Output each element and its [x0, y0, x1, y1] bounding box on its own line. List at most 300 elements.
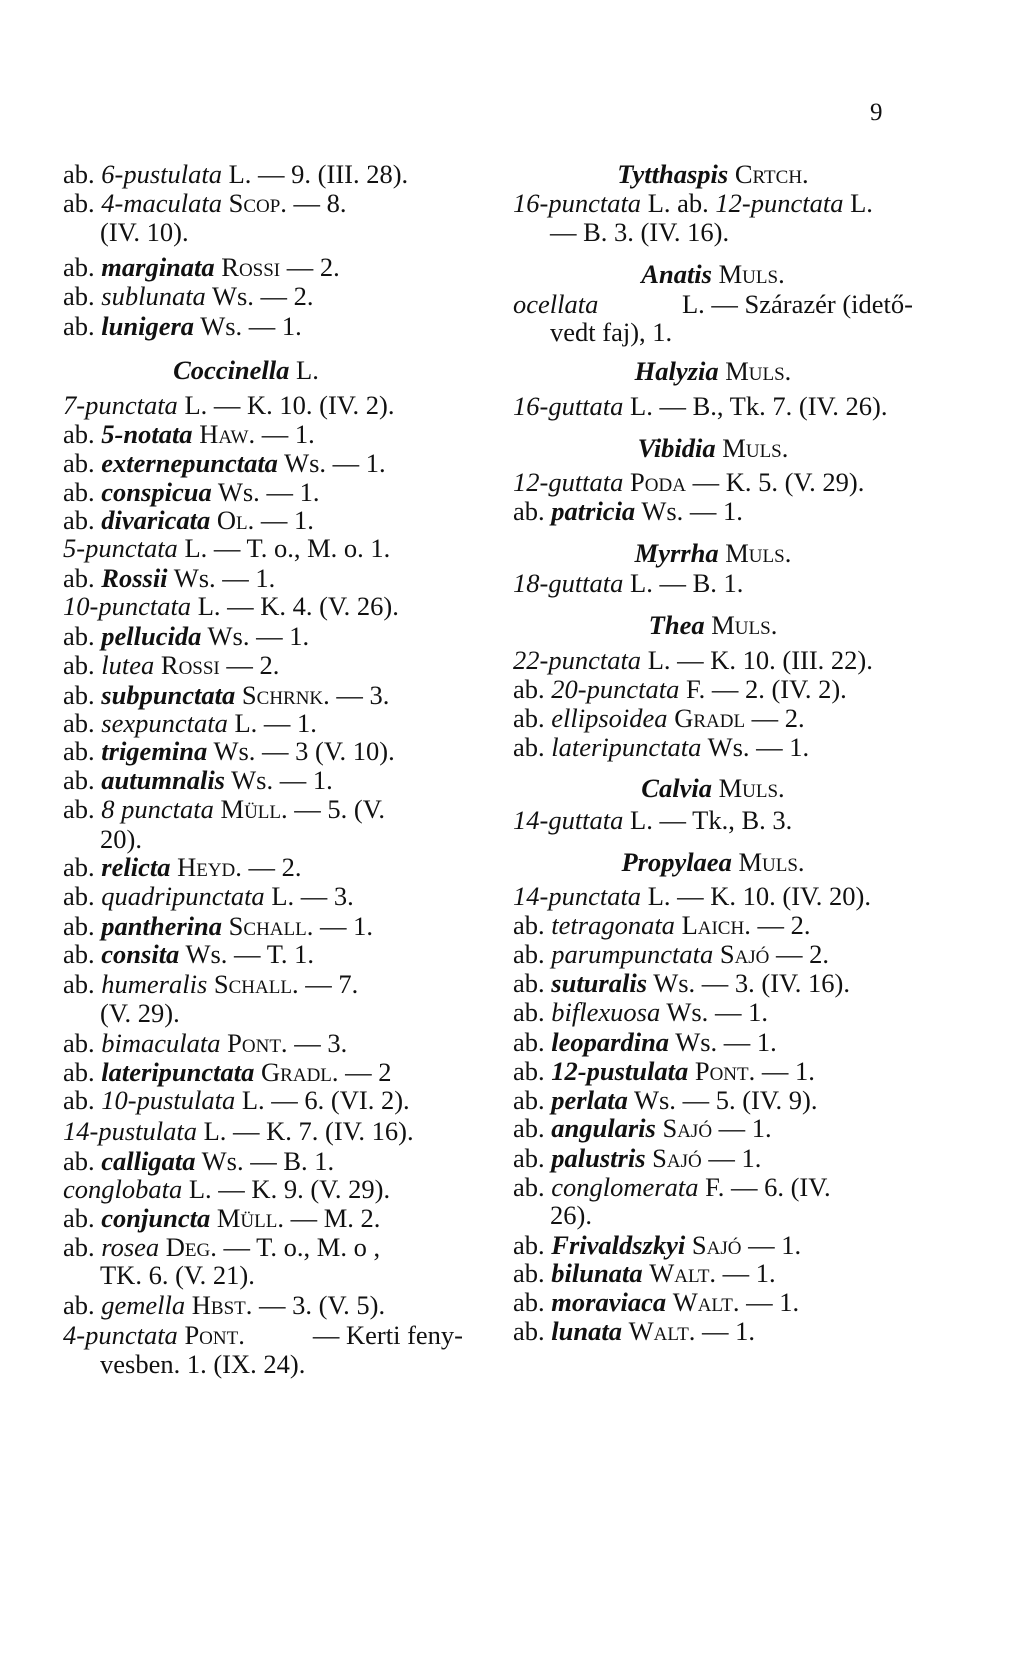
genus-heading: [513, 609, 913, 641]
entry-line: [63, 158, 408, 190]
entry-line: [63, 1084, 410, 1116]
taxon-name: lateripunctata: [101, 1057, 255, 1087]
entry-text: ab.: [513, 1143, 552, 1173]
taxon-name: Sajó: [719, 939, 770, 969]
taxon-name: leopardina: [551, 1027, 670, 1057]
entry-text: ab.: [513, 968, 552, 998]
genus-heading: [513, 772, 913, 804]
entry-text: — 1.: [242, 311, 302, 341]
entry-text: [666, 1287, 673, 1317]
entry-text: — 3. (IV. 16).: [695, 968, 850, 998]
entry-line: [63, 735, 395, 767]
entry-text: ab.: [513, 496, 552, 526]
entry-line: [63, 447, 386, 479]
entry-line: [550, 216, 729, 248]
entry-text: [159, 1232, 166, 1262]
taxon-name: pellucida: [101, 621, 202, 651]
entry-line: [63, 187, 347, 219]
entry-line: [513, 1142, 761, 1174]
entry-text: F. — 6. (IV.: [698, 1172, 831, 1202]
taxon-name: tetragonata: [551, 910, 675, 940]
entry-text: Ws.: [666, 997, 709, 1027]
entry-text: — T. 1.: [227, 939, 315, 969]
entry-text: — B. 1.: [243, 1146, 335, 1176]
entry-text: — 1.: [683, 496, 743, 526]
entry-text: ab.: [63, 419, 102, 449]
entry-line: [100, 997, 180, 1029]
taxon-name: 12-pustulata: [551, 1056, 689, 1086]
taxon-name: Müll.: [220, 794, 288, 824]
entry-text: [688, 1056, 695, 1086]
taxon-name: 14-guttata: [513, 805, 624, 835]
taxon-name: 20-punctata: [551, 674, 680, 704]
taxon-name: Haw.: [199, 419, 256, 449]
entry-line: [63, 251, 340, 283]
entry-text: ab.: [63, 794, 102, 824]
entry-line: [513, 1026, 777, 1058]
genus-heading: [513, 537, 913, 569]
entry-text: ab.: [63, 448, 102, 478]
entry-line: [513, 996, 768, 1028]
entry-text: ab.: [63, 939, 102, 969]
entry-text: 26).: [550, 1200, 592, 1230]
entry-line: [100, 216, 189, 248]
entry-line: [63, 1027, 347, 1059]
entry-text: Ws.: [185, 939, 228, 969]
entry-text: L. — 1.: [227, 708, 317, 738]
taxon-name: 5-notata: [101, 419, 193, 449]
entry-text: — 3 (V. 10).: [255, 736, 395, 766]
taxon-name: Pont.: [227, 1028, 288, 1058]
taxon-name: calligata: [101, 1146, 196, 1176]
entry-text: — 5. (V.: [287, 794, 386, 824]
taxon-name: marginata: [101, 252, 215, 282]
taxon-name: Coccinella: [173, 355, 290, 385]
genus-heading: [513, 432, 913, 464]
taxon-name: relicta: [101, 852, 171, 882]
entry-text: Ws.: [207, 621, 250, 651]
entry-text: ab.: [63, 1203, 102, 1233]
entry-text: ab.: [513, 1027, 552, 1057]
taxon-name: Sajó: [652, 1143, 702, 1173]
taxon-name: Schrnk.: [241, 680, 330, 710]
entry-text: L. — K. 10. (IV. 20).: [641, 881, 871, 911]
taxon-name: Frivaldszkyi: [551, 1230, 686, 1260]
entry-text: vesben. 1. (IX. 24).: [100, 1349, 306, 1379]
entry-line: [513, 702, 805, 734]
entry-line: [63, 1115, 414, 1147]
entry-text: [713, 939, 720, 969]
entry-text: Ws.: [653, 968, 696, 998]
taxon-name: conglobata: [63, 1174, 183, 1204]
taxon-name: Thea: [648, 610, 705, 640]
entry-text: (V. 29).: [100, 998, 180, 1028]
entry-text: [210, 1203, 217, 1233]
entry-text: [622, 1316, 629, 1346]
taxon-name: Propylaea: [621, 847, 732, 877]
entry-line: [513, 567, 743, 599]
entry-text: — 2.: [219, 650, 280, 680]
entry-line: [63, 310, 302, 342]
taxon-name: lutea: [101, 650, 155, 680]
entry-text: Ws.: [641, 496, 684, 526]
taxon-name: Anatis: [641, 259, 712, 289]
entry-text: ab.: [63, 281, 102, 311]
genus-heading: [513, 158, 913, 190]
taxon-name: ellipsoidea: [551, 703, 668, 733]
taxon-name: gemella: [101, 1290, 186, 1320]
taxon-name: Myrrha: [634, 538, 719, 568]
taxon-name: lunata: [551, 1316, 622, 1346]
entry-text: ab.: [63, 650, 102, 680]
taxon-name: 5-punctata: [63, 533, 178, 563]
entry-text: ab.: [513, 997, 552, 1027]
entry-text: — Kerti feny-: [312, 1320, 463, 1350]
entry-line: [100, 1259, 255, 1291]
taxon-name: Gradl: [674, 703, 746, 733]
entry-text: [675, 910, 682, 940]
taxon-name: 22-punctata: [513, 645, 642, 675]
entry-text: 20).: [100, 824, 142, 854]
taxon-name: Ol.: [216, 505, 255, 535]
taxon-name: 14-punctata: [513, 881, 642, 911]
entry-text: ab.: [513, 703, 552, 733]
taxon-name: quadripunctata: [101, 881, 265, 911]
taxon-name: externepunctata: [101, 448, 278, 478]
taxon-name: Gradl.: [261, 1057, 339, 1087]
entry-text: ab.: [63, 1146, 102, 1176]
taxon-name: 7-punctata: [63, 390, 178, 420]
taxon-name: lateripunctata: [551, 732, 702, 762]
entry-text: — 1.: [712, 1113, 772, 1143]
entry-text: Ws.: [284, 448, 327, 478]
entry-text: [685, 1230, 692, 1260]
entry-text: — 2.: [750, 910, 811, 940]
entry-line: [513, 909, 810, 941]
genus-heading: [513, 258, 913, 290]
taxon-name: Walt.: [649, 1258, 717, 1288]
entry-text: — 2.: [280, 252, 340, 282]
taxon-name: humeralis: [101, 969, 208, 999]
taxon-name: Calvia: [641, 773, 712, 803]
entry-text: — 1.: [755, 1056, 815, 1086]
entry-text: ab.: [513, 910, 552, 940]
entry-text: L. — K. 9. (V. 29).: [182, 1174, 391, 1204]
taxon-name: lunigera: [101, 311, 195, 341]
entry-text: ab.: [63, 765, 102, 795]
entry-text: [207, 969, 214, 999]
entry-text: ab.: [63, 708, 102, 738]
taxon-name: Muls.: [722, 433, 789, 463]
entry-text: — 1.: [255, 419, 315, 449]
entry-line: [63, 764, 333, 796]
genus-heading: [63, 354, 429, 386]
entry-text: L. ab.: [641, 188, 716, 218]
taxon-name: 4-maculata: [101, 188, 222, 218]
entry-text: — 1.: [313, 911, 373, 941]
taxon-name: Vibidia: [637, 433, 716, 463]
entry-line: [513, 1257, 776, 1289]
entry-text: — 7.: [298, 969, 359, 999]
taxon-name: Rossi: [221, 252, 281, 282]
taxon-name: Laich.: [681, 910, 751, 940]
taxon-name: Sajó: [662, 1113, 713, 1143]
entry-line: [513, 1055, 815, 1087]
entry-text: — 1.: [717, 1027, 777, 1057]
entry-text: — 1.: [259, 477, 320, 507]
taxon-name: pantherina: [101, 911, 223, 941]
entry-line: [63, 1202, 380, 1234]
entry-text: ab.: [513, 1230, 552, 1260]
entry-text: [154, 650, 161, 680]
taxon-name: Scop.: [228, 188, 287, 218]
entry-text: ab.: [513, 674, 552, 704]
entry-text: F. — 2. (IV. 2).: [679, 674, 847, 704]
page-number: 9: [870, 99, 883, 126]
taxon-name: divaricata: [101, 505, 211, 535]
entry-text: Ws.: [211, 281, 254, 311]
entry-text: L. — K. 4. (V. 26).: [191, 591, 399, 621]
entry-text: L. — K. 10. (III. 22).: [641, 645, 873, 675]
taxon-name: Walt.: [672, 1287, 740, 1317]
taxon-name: Halyzia: [634, 356, 719, 386]
entry-text: Ws.: [200, 311, 243, 341]
taxon-name: rosea: [101, 1232, 160, 1262]
taxon-name: Muls.: [711, 610, 778, 640]
entry-text: L. — B., Tk. 7. (IV. 26).: [623, 391, 888, 421]
entry-text: [728, 159, 735, 189]
entry-text: — 1.: [254, 505, 314, 535]
entry-text: ab.: [63, 563, 102, 593]
entry-line: [63, 389, 394, 421]
entry-text: vedt faj), 1.: [550, 317, 673, 347]
taxon-name: Pont.: [184, 1320, 245, 1350]
entry-line: [63, 1173, 390, 1205]
entry-text: ab.: [63, 911, 102, 941]
entry-text: [235, 680, 242, 710]
taxon-name: Tytthaspis: [617, 159, 729, 189]
taxon-name: trigemina: [101, 736, 208, 766]
entry-text: — 2.: [745, 703, 805, 733]
taxon-name: moraviaca: [551, 1287, 667, 1317]
taxon-name: Muls.: [718, 773, 785, 803]
entry-line: [63, 938, 314, 970]
entry-line: [63, 1289, 385, 1321]
entry-text: Ws.: [675, 1027, 718, 1057]
entry-text: — 8.: [286, 188, 347, 218]
entry-text: L. — Szárazér (idető-: [681, 289, 913, 319]
entry-text: ab.: [63, 477, 102, 507]
entry-text: — 2.: [769, 939, 830, 969]
entry-text: — M. 2.: [283, 1203, 381, 1233]
entry-line: [63, 968, 358, 1000]
entry-text: L. — B. 1.: [623, 568, 744, 598]
entry-text: ab.: [63, 1290, 102, 1320]
entry-line: [63, 649, 279, 681]
taxon-name: subpunctata: [101, 680, 236, 710]
entry-text: ab.: [513, 1287, 552, 1317]
taxon-name: biflexuosa: [551, 997, 661, 1027]
entry-text: — 1.: [716, 1258, 776, 1288]
entry-line: [100, 1348, 305, 1380]
entry-text: L. — K. 7. (IV. 16).: [196, 1116, 414, 1146]
entry-text: — 1.: [749, 732, 810, 762]
entry-text: Ws.: [173, 563, 216, 593]
taxon-name: patricia: [551, 496, 636, 526]
entry-text: ab.: [63, 1232, 102, 1262]
entry-text: — 1.: [215, 563, 276, 593]
entry-text: ab.: [63, 680, 102, 710]
taxon-name: ocellata: [513, 289, 599, 319]
entry-text: — 3.: [287, 1028, 348, 1058]
entry-line: [513, 1286, 799, 1318]
entry-line: [513, 673, 847, 705]
entry-text: L. — K. 10. (IV. 2).: [177, 390, 395, 420]
entry-text: — 1.: [701, 1143, 762, 1173]
taxon-name: 16-punctata: [513, 188, 642, 218]
entry-text: [313, 1319, 463, 1351]
entry-text: ab.: [63, 881, 102, 911]
taxon-name: bilunata: [551, 1258, 643, 1288]
entry-text: L. — 6. (VI. 2).: [235, 1085, 410, 1115]
entry-text: — 1.: [273, 765, 333, 795]
entry-line: [63, 793, 385, 825]
taxon-name: Schall.: [228, 911, 314, 941]
entry-text: L. — 3.: [264, 881, 354, 911]
entry-text: Ws.: [633, 1085, 676, 1115]
entry-text: — B. 3. (IV. 16).: [550, 217, 730, 247]
entry-line: [513, 1315, 755, 1347]
taxon-name: Rossii: [101, 563, 168, 593]
entry-line: [63, 532, 390, 564]
entry-text: L.: [843, 188, 873, 218]
taxon-name: conglomerata: [551, 1172, 699, 1202]
taxon-name: Poda: [630, 467, 686, 497]
taxon-name: Hbst.: [191, 1290, 253, 1320]
entry-text: [214, 794, 221, 824]
entry-text: — 2.: [241, 852, 302, 882]
entry-text: Ws.: [231, 765, 274, 795]
entry-text: [712, 773, 719, 803]
entry-text: — T. o., M. o ,: [216, 1232, 381, 1262]
entry-line: [63, 418, 315, 450]
entry-text: Ws.: [213, 736, 256, 766]
entry-text: L. — T. o., M. o. 1.: [177, 533, 391, 563]
entry-text: ab.: [63, 736, 102, 766]
taxon-name: Muls.: [725, 538, 792, 568]
taxon-name: Walt.: [628, 1316, 696, 1346]
entry-line: [513, 804, 792, 836]
taxon-name: conjuncta: [101, 1203, 211, 1233]
taxon-name: Sajó: [691, 1230, 742, 1260]
entry-text: [222, 911, 229, 941]
entry-text: ab.: [63, 1057, 102, 1087]
entry-line: [513, 390, 887, 422]
taxon-name: Pont.: [694, 1056, 756, 1086]
entry-line: [513, 731, 809, 763]
taxon-name: 18-guttata: [513, 568, 624, 598]
taxon-name: angularis: [551, 1113, 656, 1143]
entry-text: (IV. 10).: [100, 217, 189, 247]
entry-line: [63, 880, 354, 912]
entry-text: Ws.: [707, 732, 750, 762]
entry-text: ab.: [513, 1316, 552, 1346]
taxon-name: Muls.: [718, 259, 785, 289]
taxon-name: Rossi: [160, 650, 220, 680]
taxon-name: autumnalis: [101, 765, 225, 795]
entry-line: [513, 1112, 772, 1144]
entry-text: ab.: [513, 1113, 552, 1143]
taxon-name: 14-pustulata: [63, 1116, 197, 1146]
entry-text: [63, 1319, 245, 1351]
entry-line: [513, 967, 850, 999]
taxon-name: consita: [101, 939, 180, 969]
entry-text: — 1.: [739, 1287, 800, 1317]
taxon-name: 10-punctata: [63, 591, 192, 621]
entry-text: ab.: [63, 159, 102, 189]
taxon-name: Deg.: [165, 1232, 217, 1262]
entry-text: ab.: [63, 852, 102, 882]
entry-text: — 1.: [708, 997, 768, 1027]
genus-heading: [513, 846, 913, 878]
entry-text: ab.: [513, 1172, 552, 1202]
entry-text: [210, 505, 217, 535]
entry-text: — K. 5. (V. 29).: [685, 467, 865, 497]
entry-text: — 1.: [695, 1316, 756, 1346]
taxon-name: 4-punctata: [63, 1320, 178, 1350]
taxon-name: palustris: [551, 1143, 646, 1173]
entry-line: [513, 644, 873, 676]
entry-line: [63, 1319, 463, 1351]
entry-text: L. — Tk., B. 3.: [623, 805, 793, 835]
entry-text: L. — 9. (III. 28).: [222, 159, 409, 189]
entry-line: [63, 590, 399, 622]
entry-text: ab.: [63, 1085, 102, 1115]
entry-text: ab.: [513, 1085, 552, 1115]
entry-text: ab.: [63, 188, 102, 218]
entry-text: — 3. (V. 5).: [252, 1290, 386, 1320]
taxon-name: 16-guttata: [513, 391, 624, 421]
entry-line: [63, 280, 314, 312]
entry-text: ab.: [63, 505, 102, 535]
taxon-name: perlata: [551, 1085, 628, 1115]
entry-text: [185, 1290, 192, 1320]
entry-line: [513, 938, 829, 970]
entry-text: ab.: [63, 1028, 102, 1058]
taxon-name: Muls.: [725, 356, 792, 386]
entry-text: TK. 6. (V. 21).: [100, 1260, 255, 1290]
taxon-name: Schall.: [213, 969, 299, 999]
entry-line: [63, 620, 309, 652]
entry-line: [513, 495, 743, 527]
taxon-name: suturalis: [551, 968, 648, 998]
taxon-name: sublunata: [101, 281, 206, 311]
entry-text: — 1.: [326, 448, 386, 478]
taxon-name: 6-pustulata: [101, 159, 222, 189]
entry-text: ab.: [513, 732, 552, 762]
taxon-name: 10-pustulata: [101, 1085, 236, 1115]
taxon-name: Crtch.: [734, 159, 809, 189]
entry-line: [63, 851, 302, 883]
genus-heading: [513, 355, 913, 387]
entry-line: [513, 880, 871, 912]
entry-line: [550, 316, 672, 348]
taxon-name: conspicua: [101, 477, 212, 507]
taxon-name: Heyd.: [177, 852, 242, 882]
entry-text: — 5. (IV. 9).: [675, 1085, 818, 1115]
taxon-name: 12-punctata: [715, 188, 844, 218]
entry-text: — 1.: [741, 1230, 802, 1260]
